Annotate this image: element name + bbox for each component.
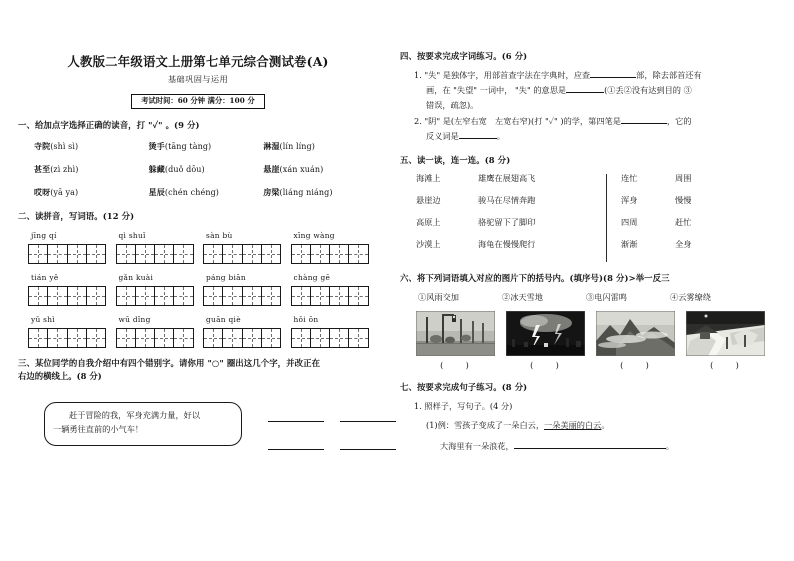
q1-pinyin: (chén chéng) xyxy=(164,188,220,198)
writing-grid[interactable] xyxy=(291,328,369,348)
grid-cell[interactable] xyxy=(349,329,367,347)
grid-cell[interactable] xyxy=(262,287,280,305)
grid-cell[interactable] xyxy=(349,245,367,263)
q2-item xyxy=(291,231,379,264)
grid-cell[interactable] xyxy=(349,287,367,305)
grid-cell[interactable] xyxy=(155,329,174,347)
matching-column-d xyxy=(675,174,729,262)
q6-option[interactable]: ②冰天雪地 xyxy=(502,291,543,302)
match-item[interactable]: 高原上 xyxy=(416,216,441,227)
grid-cell[interactable] xyxy=(48,245,67,263)
q4-1-line-2 xyxy=(414,83,784,98)
grid-cell[interactable] xyxy=(292,329,311,347)
answer-line[interactable] xyxy=(340,408,396,422)
grid-cell[interactable] xyxy=(136,329,155,347)
q7-sub-heading: 1. 照样子，写句子。(4 分) xyxy=(414,400,513,411)
match-item[interactable]: 骆驼留下了脚印 xyxy=(478,216,536,227)
q6-answer-paren[interactable]: ( ) xyxy=(440,359,471,370)
bubble-line-1: 赶于冒险的我，军身充满力量，好以 xyxy=(69,410,201,421)
grid-cell[interactable] xyxy=(136,287,155,305)
section-4-heading: 四、按要求完成字词练习。(6 分) xyxy=(400,51,528,61)
writing-grid[interactable] xyxy=(203,244,281,264)
q1-item[interactable] xyxy=(149,187,264,198)
grid-cell[interactable] xyxy=(292,287,311,305)
grid-cell[interactable] xyxy=(262,245,280,263)
self-intro-bubble xyxy=(44,402,242,446)
q6-picture-item xyxy=(506,311,585,371)
q7-fill-suffix: 。 xyxy=(665,440,674,451)
q2-pinyin-label: páng biān xyxy=(206,273,246,283)
q2-item xyxy=(203,273,291,306)
q1-word: 悬崖 xyxy=(263,164,280,175)
writing-grid[interactable] xyxy=(28,286,106,306)
section-7-heading: 七、按要求完成句子练习。(8 分) xyxy=(400,381,528,392)
section-2-body xyxy=(18,231,378,348)
cloudy-mountain-photo xyxy=(596,311,675,356)
grid-cell[interactable] xyxy=(204,287,223,305)
grid-cell[interactable] xyxy=(87,287,105,305)
grid-cell[interactable] xyxy=(243,287,262,305)
snowy-village-photo xyxy=(686,311,765,356)
answer-line[interactable] xyxy=(340,436,396,450)
match-item[interactable]: 骏马在尽情奔跑 xyxy=(478,194,536,205)
q2-item xyxy=(203,315,291,348)
section-1-body xyxy=(18,141,378,198)
q2-pinyin-label: xīng wàng xyxy=(293,231,335,241)
q4-1-text-b: 部，除去部首还有 xyxy=(636,70,702,81)
q1-item[interactable] xyxy=(34,187,149,198)
writing-grid[interactable] xyxy=(203,286,281,306)
q1-item[interactable] xyxy=(149,141,264,152)
page-title: 人教版二年级语文上册第七单元综合测试卷(A) xyxy=(67,54,329,69)
q2-item xyxy=(28,273,116,306)
q2-item xyxy=(28,231,116,264)
q1-word: 淋湿 xyxy=(263,141,280,152)
q4-1-text-a: 1. "失" 是独体字，用部首查字法在字典时，应查 xyxy=(414,70,591,81)
grid-cell[interactable] xyxy=(262,329,280,347)
grid-cell[interactable] xyxy=(136,245,155,263)
grid-cell[interactable] xyxy=(311,287,330,305)
writing-grid[interactable] xyxy=(28,328,106,348)
q2-item xyxy=(116,231,204,264)
q6-option[interactable]: ①风雨交加 xyxy=(418,291,459,302)
q2-row xyxy=(28,315,378,348)
section-5-heading: 五、读一读，连一连。(8 分) xyxy=(400,154,511,165)
rainy-street-photo xyxy=(416,311,495,356)
writing-grid[interactable] xyxy=(28,244,106,264)
q2-pinyin-label: sàn bù xyxy=(206,231,233,241)
answer-line[interactable] xyxy=(268,408,324,422)
grid-cell[interactable] xyxy=(223,329,242,347)
q1-pinyin: (yā ya) xyxy=(50,188,79,198)
q4-1-text-d: (①丢②没有达到目的 ③ xyxy=(604,85,692,96)
grid-cell[interactable] xyxy=(68,329,87,347)
q1-word: 烫手 xyxy=(148,141,165,152)
q1-word: 躲藏 xyxy=(148,164,165,175)
q2-item xyxy=(116,315,204,348)
q1-word: 哎呀 xyxy=(34,187,51,198)
q1-item[interactable] xyxy=(34,141,149,152)
section-7-body xyxy=(400,401,784,452)
match-item[interactable]: 渐渐 xyxy=(621,238,638,249)
fill-blank[interactable] xyxy=(459,130,497,139)
q2-pinyin-label: wū dǐng xyxy=(118,315,151,325)
q1-row xyxy=(34,141,378,152)
writing-grid[interactable] xyxy=(116,244,194,264)
q1-pinyin: (zì zhì) xyxy=(50,165,79,175)
left-column xyxy=(0,0,392,561)
match-item[interactable]: 全身 xyxy=(675,238,692,249)
match-item[interactable]: 连忙 xyxy=(621,172,638,183)
grid-cell[interactable] xyxy=(117,329,136,347)
q2-item xyxy=(28,315,116,348)
q1-item[interactable] xyxy=(34,164,149,175)
q1-item[interactable] xyxy=(263,141,378,152)
grid-cell[interactable] xyxy=(243,245,262,263)
grid-cell[interactable] xyxy=(174,287,192,305)
match-item[interactable]: 四周 xyxy=(621,216,638,227)
q1-pinyin: (xán xuán) xyxy=(279,165,324,175)
grid-cell[interactable] xyxy=(117,245,136,263)
grid-cell[interactable] xyxy=(223,245,242,263)
grid-cell[interactable] xyxy=(29,329,48,347)
q7-example xyxy=(400,420,784,431)
match-item[interactable]: 赶忙 xyxy=(675,216,692,227)
match-item[interactable]: 海滩上 xyxy=(416,172,441,183)
q7-fill-prefix: 大海里有一朵浪花， xyxy=(440,440,514,451)
lightning-storm-photo xyxy=(506,311,585,356)
q1-word: 甚至 xyxy=(34,164,51,175)
q2-pinyin-label: yǔ shì xyxy=(31,315,56,325)
q4-2-text-b: ，它的 xyxy=(666,115,692,126)
grid-cell[interactable] xyxy=(311,245,330,263)
match-item[interactable]: 悬崖边 xyxy=(416,194,441,205)
q4-2-line-2 xyxy=(414,129,784,144)
q2-pinyin-label: tián yě xyxy=(31,273,59,283)
q1-pinyin: (lín líng) xyxy=(279,142,315,152)
correction-answer-lines xyxy=(268,408,396,450)
writing-grid[interactable] xyxy=(291,244,369,264)
page-subtitle: 基础巩固与运用 xyxy=(167,74,229,84)
q7-fill-line xyxy=(400,440,784,452)
grid-cell[interactable] xyxy=(87,329,105,347)
q2-pinyin-label: jīng qí xyxy=(31,231,57,241)
match-item[interactable]: 周围 xyxy=(675,172,692,183)
q2-row xyxy=(28,231,378,264)
answer-line[interactable] xyxy=(268,436,324,450)
writing-grid[interactable] xyxy=(203,328,281,348)
q2-item xyxy=(291,315,379,348)
q1-word: 寺院 xyxy=(34,141,51,152)
q6-option[interactable]: ③电闪雷鸣 xyxy=(586,291,627,302)
grid-cell[interactable] xyxy=(174,245,192,263)
matching-grid xyxy=(416,174,784,262)
q2-pinyin-label: qì shuǐ xyxy=(118,231,146,241)
q2-item xyxy=(116,273,204,306)
exam-info-box: 考试时间：60 分钟 满分：100 分 xyxy=(131,94,264,109)
grid-cell[interactable] xyxy=(174,329,192,347)
writing-grid[interactable] xyxy=(116,286,194,306)
matching-column-c xyxy=(621,174,675,262)
q7-example-prefix: (1)例：雪孩子变成了一朵白云， xyxy=(426,419,545,430)
grid-cell[interactable] xyxy=(330,287,349,305)
q4-1-line-3: 错误，疏忽)。 xyxy=(426,100,479,111)
q1-word: 星辰 xyxy=(148,187,165,198)
section-1-heading: 一、给加点字选择正确的读音，打 "✓" 。(9 分) xyxy=(18,120,200,130)
grid-cell[interactable] xyxy=(87,245,105,263)
q4-2-text-d: 。 xyxy=(496,130,505,141)
section-6-heading: 六、将下列词语填入对应的图片下的括号内。(填序号)(8 分)>举一反三 xyxy=(400,272,670,283)
fill-blank[interactable] xyxy=(514,440,666,449)
section-4-body xyxy=(400,68,784,144)
q1-pinyin: (shì sì) xyxy=(50,142,79,152)
q6-pictures xyxy=(400,311,784,371)
section-6-body xyxy=(400,292,784,371)
section-3-heading-line1: 三、某位同学的自我介绍中有四个错别字。请你用 "○" 圈出这几个字，并改正在 xyxy=(18,358,321,369)
writing-grid[interactable] xyxy=(116,328,194,348)
q2-pinyin-label: gǎn kuài xyxy=(118,273,154,283)
q1-item[interactable] xyxy=(149,164,264,175)
q6-option[interactable]: ④云雾缭绕 xyxy=(670,291,711,302)
writing-grid[interactable] xyxy=(291,286,369,306)
match-item[interactable]: 雄鹰在展翅高飞 xyxy=(478,172,536,183)
fill-blank[interactable] xyxy=(590,69,636,78)
q4-1-text-c: 画，在 "失望" 一词中， "失" 的意思是 xyxy=(426,85,567,96)
q6-answer-paren[interactable]: ( ) xyxy=(620,359,651,370)
grid-cell[interactable] xyxy=(117,287,136,305)
grid-cell[interactable] xyxy=(330,329,349,347)
grid-cell[interactable] xyxy=(330,245,349,263)
grid-cell[interactable] xyxy=(311,329,330,347)
grid-cell[interactable] xyxy=(68,287,87,305)
grid-cell[interactable] xyxy=(48,329,67,347)
section-3-body xyxy=(18,392,378,488)
q6-picture-item xyxy=(686,311,765,371)
matching-column-a xyxy=(416,174,478,262)
section-5-body xyxy=(400,174,784,262)
match-item[interactable]: 慢慢 xyxy=(675,194,692,205)
q6-picture-item xyxy=(596,311,675,371)
section-3-heading-line2: 右边的横线上。(8 分) xyxy=(18,371,102,382)
grid-cell[interactable] xyxy=(243,329,262,347)
q7-example-suffix: 。 xyxy=(601,419,610,430)
q1-item[interactable] xyxy=(263,164,378,175)
q1-item[interactable] xyxy=(263,187,378,198)
q6-options xyxy=(400,292,784,303)
matching-group-right xyxy=(607,174,729,262)
q6-picture-item xyxy=(416,311,495,371)
section-2-heading: 二、读拼音，写词语。(12 分) xyxy=(18,211,135,222)
q2-pinyin-label: chàng gē xyxy=(293,273,331,283)
q4-item-2 xyxy=(414,114,784,144)
grid-cell[interactable] xyxy=(68,245,87,263)
q1-row xyxy=(34,164,378,175)
match-item[interactable]: 沙漠上 xyxy=(416,238,441,249)
grid-cell[interactable] xyxy=(292,245,311,263)
match-item[interactable]: 海龟在慢慢爬行 xyxy=(478,238,536,249)
q2-pinyin-label: hǒi ōn xyxy=(293,315,319,325)
grid-cell[interactable] xyxy=(155,245,174,263)
q1-pinyin: (tāng tàng) xyxy=(164,142,212,152)
grid-cell[interactable] xyxy=(204,329,223,347)
q4-item-1 xyxy=(414,68,784,114)
q2-row xyxy=(28,273,378,306)
matching-group-left xyxy=(416,174,607,262)
grid-cell[interactable] xyxy=(29,245,48,263)
matching-column-b xyxy=(478,174,596,262)
q2-item xyxy=(291,273,379,306)
grid-cell[interactable] xyxy=(48,287,67,305)
q4-2-text-a: 2. "阴" 是(左窄右宽 左宽右窄)(打 "✓" )的学，第四笔是 xyxy=(414,115,621,126)
right-column xyxy=(392,0,794,561)
q4-2-text-c: 反义词是 xyxy=(426,130,459,141)
q2-pinyin-label: guān qiè xyxy=(206,315,241,325)
grid-cell[interactable] xyxy=(223,287,242,305)
match-item[interactable]: 浑身 xyxy=(621,194,638,205)
q1-word: 房梁 xyxy=(263,187,280,198)
bubble-line-2: 一辆勇往直前的小气车！ xyxy=(53,424,144,435)
q1-pinyin: (liáng niáng) xyxy=(279,188,333,198)
grid-cell[interactable] xyxy=(155,287,174,305)
q1-row xyxy=(34,187,378,198)
q6-answer-paren[interactable]: ( ) xyxy=(710,359,741,370)
grid-cell[interactable] xyxy=(204,245,223,263)
q6-answer-paren[interactable]: ( ) xyxy=(530,359,561,370)
fill-blank[interactable] xyxy=(566,84,604,93)
q7-example-underline: 一朵美丽的白云 xyxy=(544,419,602,430)
q2-item xyxy=(203,231,291,264)
exam-info-wrap xyxy=(18,94,378,109)
grid-cell[interactable] xyxy=(29,287,48,305)
q1-pinyin: (duǒ dōu) xyxy=(164,165,205,175)
fill-blank[interactable] xyxy=(621,115,667,124)
